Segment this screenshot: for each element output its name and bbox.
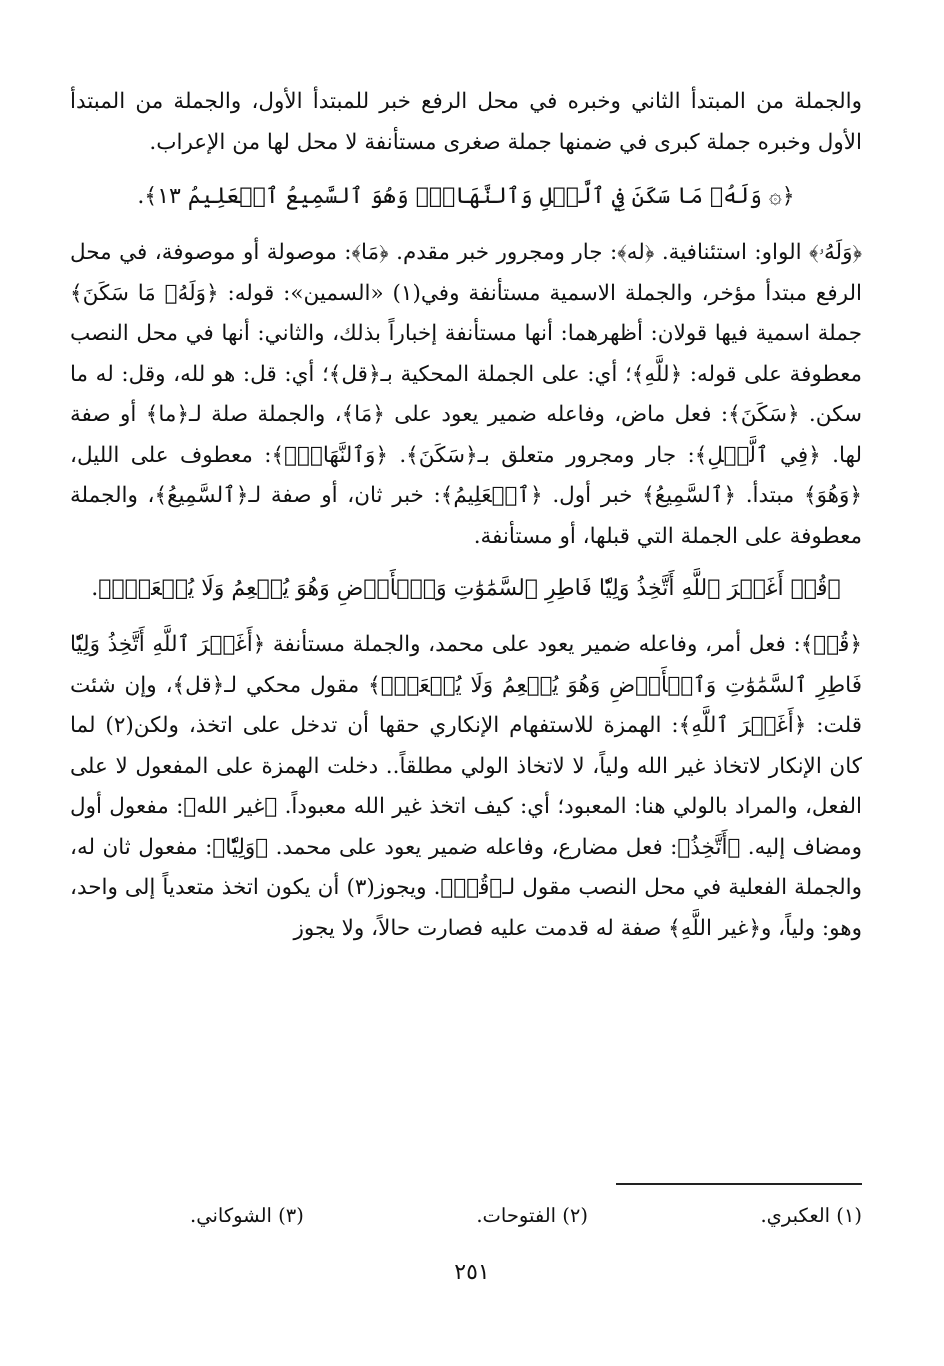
- spacer: [70, 163, 862, 177]
- paragraph-irab-verse-14: ﴿قُلۡ﴾: فعل أمر، وفاعله ضمير يعود على محمد، والجملة مستأنفة ﴿أَغَيۡرَ ٱللَّهِ أَتَّخِذُ وَلِيّٗا فَاطِرِ ٱلسَّمَٰوَٰتِ وَٱلۡأَرۡضِ وَهُوَ يُطۡعِمُ وَلَا يُطۡعَمُۗ﴾ مقول محكي لـ﴿قل﴾، وإن شئت قلت: ﴿أَغَيۡرَ ٱللَّهِ﴾: الهمزة للاستفهام الإنكاري حقها أن تدخل على اتخذ، ولكن(٢) لما كان الإنكار لاتخاذ غير الله ولياً، لا لاتخاذ الولي مطلقاً.. دخلت الهمزة على المفعول لا على الفعل، والمراد بالولي هنا: المعبود؛ أي: كيف اتخذ غير الله معبوداً. ﴿غير الله﴾: مفعول أول ومضاف إليه. ﴿أَتَّخِذُ﴾: فعل مضارع، وفاعله ضمير يعود على محمد. ﴿وَلِيّٗا﴾: مفعول ثان له، والجملة الفعلية في محل النصب مقول لـ﴿قُلۡ﴾. ويجوز(٣) أن يكون اتخذ متعدياً إلى واحد، وهو: ولياً، و﴿غير اللَّهِ﴾ صفة له قدمت عليه فصارت حالاً، ولا يجوز: [70, 632, 863, 941]
- quran-verse-14: ﴿قُلۡ أَغَيۡرَ ٱللَّهِ أَتَّخِذُ وَلِيّٗا فَاطِرِ ٱلسَّمَٰوَٰتِ وَٱلۡأَرۡضِ وَهُوَ يُطۡعِمُ وَلَا يُطۡعَمُۗ﴾.: [91, 576, 841, 601]
- footnote-3: (٣) الشوكاني.: [190, 1204, 304, 1227]
- page-body: [70, 82, 862, 949]
- page-number: ٢٥١: [454, 1260, 490, 1285]
- spacer: [70, 217, 862, 233]
- footnote-divider: [616, 1183, 862, 1185]
- footnotes: [190, 1201, 862, 1231]
- paragraph-intro: والجملة من المبتدأ الثاني وخبره في محل الرفع خبر للمبتدأ الأول، والجملة من المبتدأ الأول وخبره جملة كبرى في ضمنها جملة صغرى مستأنفة لا محل لها من الإعراب.: [70, 89, 862, 155]
- footnote-2: (٢) الفتوحات.: [476, 1204, 588, 1227]
- quran-verse-13: ﴿۞ وَلَهُۥ مَا سَكَنَ فِي ٱلَّيۡلِ وَٱلنَّهَارِۚ وَهُوَ ٱلسَّمِيعُ ٱلۡعَلِيمُ ١٣﴾.: [137, 184, 795, 209]
- spacer: [70, 609, 862, 625]
- paragraph-irab-verse-13: ﴿وَلَهُۥ﴾ الواو: استئنافية. ﴿له﴾: جار ومجرور خبر مقدم. ﴿مَا﴾: موصولة أو موصوفة، في محل الرفع مبتدأ مؤخر، والجملة الاسمية مستأنفة وفي(١) «السمين»: قوله: ﴿وَلَهُۥ مَا سَكَنَ﴾ جملة اسمية فيها قولان: أظهرهما: أنها مستأنفة إخباراً بذلك، والثاني: أنها في محل النصب معطوفة على قوله: ﴿للَّهِ﴾؛ أي: على الجملة المحكية بـ﴿قل﴾؛ أي: قل: هو لله، وقل: له ما سكن. ﴿سَكَنَ﴾: فعل ماض، وفاعله ضمير يعود على ﴿مَا﴾، والجملة صلة لـ﴿ما﴾ أو صفة لها. ﴿فِي ٱلَّيۡلِ﴾: جار ومجرور متعلق بـ﴿سَكَنَ﴾. ﴿وَٱلنَّهَارِۚ﴾: معطوف على الليل، ﴿وَهُوَ﴾ مبتدأ. ﴿ٱلسَّمِيعُ﴾ خبر أول. ﴿ٱلۡعَلِيمُ﴾: خبر ثان، أو صفة لـ﴿ٱلسَّمِيعُ﴾، والجملة معطوفة على الجملة التي قبلها، أو مستأنفة.: [70, 240, 862, 549]
- spacer: [70, 557, 862, 569]
- footnote-1: (١) العكبري.: [760, 1204, 862, 1227]
